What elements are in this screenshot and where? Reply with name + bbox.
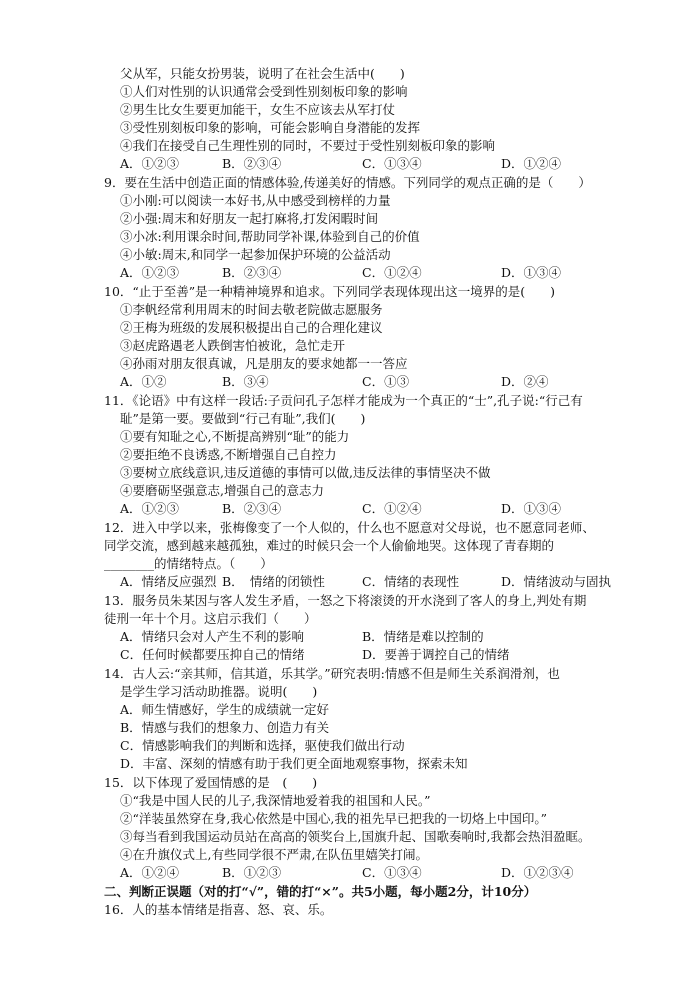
choice-a[interactable]: A．①②④ — [120, 865, 180, 880]
choice-a[interactable]: A．①②③ — [120, 501, 180, 516]
choice-c[interactable]: C．情绪的表现性 — [362, 574, 460, 589]
choice-c[interactable]: C．任何时候都要压抑自己的情绪 — [120, 647, 305, 662]
q11-stem-2: 耻”是第一要。要做到“行己有耻”,我们( ) — [120, 411, 366, 426]
q12-stem-1: 12．进入中学以来，张梅像变了一个人似的，什么也不愿意对父母说，也不愿意同老师、 — [104, 520, 595, 535]
choice-c[interactable]: C．①③④ — [362, 156, 422, 171]
q15-option-1: ①“我是中国人民的儿子,我深情地爱着我的祖国和人民。” — [120, 793, 431, 808]
q14-choice-d[interactable]: D．丰富、深刻的情感有助于我们更全面地观察事物，探索未知 — [120, 756, 468, 771]
q13-choices-row-1 — [0, 628, 696, 646]
choice-c[interactable]: C．①③ — [362, 374, 410, 389]
choice-d[interactable]: D．①③④ — [501, 265, 562, 280]
q14-choice-b[interactable]: B．情感与我们的想象力、创造力有关 — [120, 720, 330, 735]
q8-option-2: ②男生比女生要更加能干，女生不应该去从军打仗 — [120, 102, 396, 117]
q9-option-1: ①小刚:可以阅读一本好书,从中感受到榜样的力量 — [120, 193, 391, 208]
choice-a[interactable]: A．①②③ — [120, 265, 180, 280]
q14-stem-2: 是学生学习活动助推器。说明( ) — [120, 684, 318, 699]
q8-line-1: 父从军，只能女扮男装，说明了在社会生活中( ) — [120, 66, 405, 81]
q9-option-2: ②小强:周末和好朋友一起打麻将,打发闲暇时间 — [120, 211, 379, 226]
q13-choices-row-2 — [0, 646, 696, 664]
q11-option-4: ④要磨砺坚强意志,增强自己的意志力 — [120, 483, 324, 498]
q14-choice-c[interactable]: C．情感影响我们的判断和选择，驱使我们做出行动 — [120, 738, 405, 753]
q11-option-2: ②要拒绝不良诱惑,不断增强自己自控力 — [120, 447, 337, 462]
q14-stem-1: 14．古人云:“亲其师，信其道，乐其学。”研究表明:情感不但是师生关系润滑剂，也 — [104, 666, 560, 681]
choice-b[interactable]: B． 情绪的闭锁性 — [222, 574, 325, 589]
q9-option-3: ③小冰:利用课余时间,帮助同学补课,体验到自己的价值 — [120, 229, 420, 244]
choice-a[interactable]: A．情绪反应强烈 — [120, 574, 217, 589]
q13-stem-1: 13．服务员朱某因与客人发生矛盾，一怒之下将滚烫的开水浇到了客人的身上,判处有期 — [104, 593, 587, 608]
q12-stem-2: 同学交流，感到越来越孤独，难过的时候只会一个人偷偷地哭。这体现了青春期的 — [104, 538, 555, 553]
choice-d[interactable]: D．要善于调控自己的情绪 — [362, 647, 510, 662]
q8-option-3: ③受性别刻板印象的影响，可能会影响自身潜能的发挥 — [120, 120, 421, 135]
q15-option-3: ③每当看到我国运动员站在高高的领奖台上,国旗升起、国歌奏响时,我都会热泪盈眶。 — [120, 829, 591, 844]
choice-a[interactable]: A．①②③ — [120, 156, 180, 171]
q10-choices — [0, 373, 696, 391]
choice-b[interactable]: B．情绪是难以控制的 — [362, 629, 484, 644]
choice-c[interactable]: C．①②④ — [362, 501, 422, 516]
q16-stem: 16．人的基本情绪是指喜、怒、哀、乐。 — [104, 902, 333, 917]
choice-b[interactable]: B．②③④ — [222, 156, 282, 171]
q8-option-1: ①人们对性别的认识通常会受到性别刻板印象的影响 — [120, 84, 408, 99]
choice-b[interactable]: B．②③④ — [222, 501, 282, 516]
choice-a[interactable]: A．情绪只会对人产生不利的影响 — [120, 629, 305, 644]
q11-stem-1: 11．《论语》中有这样一段话:子贡问孔子怎样才能成为一个真正的“士”,孔子说:“行己有 — [104, 393, 583, 408]
q9-option-4: ④小敏:周末,和同学一起参加保护环境的公益活动 — [120, 247, 391, 262]
q11-choices — [0, 500, 696, 518]
q10-option-1: ①李帆经常利用周末的时间去敬老院做志愿服务 — [120, 302, 383, 317]
q8-choices — [0, 155, 696, 173]
choice-b[interactable]: B．①②③ — [222, 865, 282, 880]
choice-d[interactable]: D．①③④ — [501, 501, 562, 516]
choice-d[interactable]: D．①②③④ — [501, 865, 574, 880]
choice-d[interactable]: D．情绪波动与固执 — [501, 574, 612, 589]
q10-option-2: ②王梅为班级的发展积极提出自己的合理化建议 — [120, 320, 383, 335]
q15-option-2: ②“洋装虽然穿在身,我心依然是中国心,我的祖先早已把我的一切烙上中国印。” — [120, 811, 547, 826]
q11-option-1: ①要有知耻之心,不断提高辨别“耻”的能力 — [120, 429, 350, 444]
choice-b[interactable]: B．③④ — [222, 374, 269, 389]
q9-choices — [0, 264, 696, 282]
choice-a[interactable]: A．①② — [120, 374, 167, 389]
choice-c[interactable]: C．①③④ — [362, 865, 422, 880]
q15-choices — [0, 864, 696, 882]
q15-option-4: ④在升旗仪式上,有些同学很不严肃,在队伍里嬉笑打闹。 — [120, 847, 428, 862]
q8-option-4: ④我们在接受自己生理性别的同时，不要过于受性别刻板印象的影响 — [120, 138, 496, 153]
q14-choice-a[interactable]: A．师生情感好，学生的成绩就一定好 — [120, 702, 330, 717]
choice-d[interactable]: D．①②④ — [501, 156, 562, 171]
q12-choices — [0, 573, 696, 591]
q11-option-3: ③要树立底线意识,违反道德的事情可以做,违反法律的事情坚决不做 — [120, 465, 491, 480]
q10-option-4: ④孙雨对朋友很真诚，凡是朋友的要求她都一一答应 — [120, 356, 408, 371]
q9-stem: 9．要在生活中创造正面的情感体验,传递美好的情感。下列同学的观点正确的是（ ） — [104, 175, 591, 190]
q15-stem: 15．以下体现了爱国情感的是 ( ) — [104, 775, 318, 790]
choice-b[interactable]: B．②③④ — [222, 265, 282, 280]
section-2-heading: 二、判断正误题（对的打“√”，错的打“×”。共5小题，每小题2分，计10分） — [104, 884, 537, 899]
q10-option-3: ③赵虎路遇老人跌倒害怕被讹，急忙走开 — [120, 338, 346, 353]
q13-stem-2: 徒刑一年十个月。这启示我们（ ） — [104, 611, 317, 626]
q12-stem-3: ________的情绪特点。（ ） — [104, 556, 273, 571]
q10-stem: 10．“止于至善”是一种精神境界和追求。下列同学表现体现出这一境界的是( ) — [104, 284, 555, 299]
choice-c[interactable]: C．①②④ — [362, 265, 422, 280]
choice-d[interactable]: D．②④ — [501, 374, 549, 389]
